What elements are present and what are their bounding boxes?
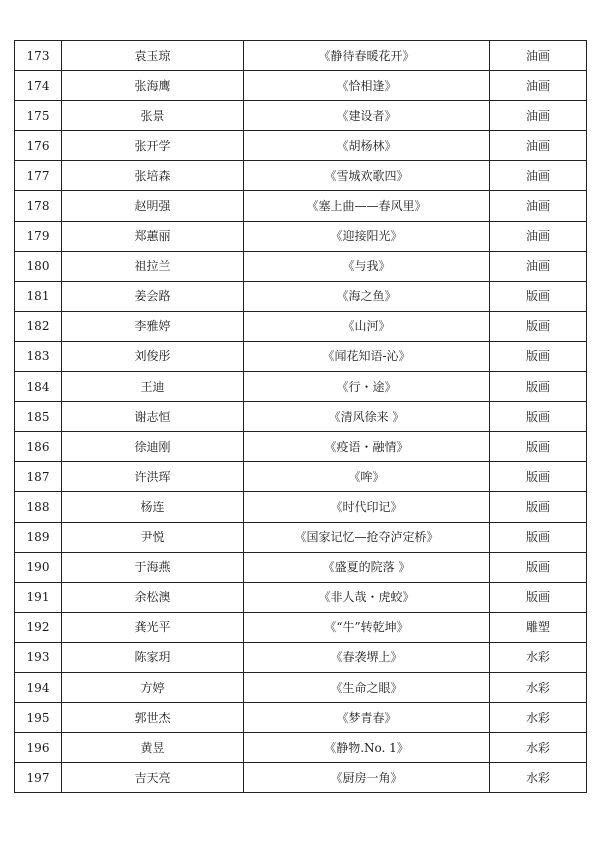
row-number-cell: 174 [15, 71, 62, 101]
artwork-title-cell: 《清风徐来 》 [244, 402, 490, 432]
category-cell: 版画 [490, 582, 587, 612]
document-page [14, 40, 586, 793]
artwork-title-cell: 《春袭堺上》 [244, 642, 490, 672]
artist-name-cell: 张景 [62, 101, 244, 131]
artwork-title-cell: 《疫语・融情》 [244, 432, 490, 462]
artist-name-cell: 祖拉兰 [62, 251, 244, 281]
artist-name-cell: 余松澳 [62, 582, 244, 612]
artwork-list-table [14, 40, 587, 793]
table-row [15, 582, 587, 612]
artwork-title-cell: 《静物.No. 1》 [244, 733, 490, 763]
artist-name-cell: 王迪 [62, 372, 244, 402]
artwork-title-cell: 《行・途》 [244, 372, 490, 402]
table-row [15, 131, 587, 161]
table-row [15, 462, 587, 492]
artist-name-cell: 尹悦 [62, 522, 244, 552]
row-number-cell: 176 [15, 131, 62, 161]
artwork-title-cell: 《与我》 [244, 251, 490, 281]
row-number-cell: 191 [15, 582, 62, 612]
artwork-title-cell: 《梦青春》 [244, 703, 490, 733]
row-number-cell: 186 [15, 432, 62, 462]
artist-name-cell: 刘俊彤 [62, 341, 244, 371]
artwork-title-cell: 《胡杨林》 [244, 131, 490, 161]
table-row [15, 372, 587, 402]
table-row [15, 522, 587, 552]
artwork-title-cell: 《山河》 [244, 311, 490, 341]
table-row [15, 281, 587, 311]
artwork-title-cell: 《恰相逢》 [244, 71, 490, 101]
artist-name-cell: 龚光平 [62, 612, 244, 642]
table-row [15, 251, 587, 281]
artist-name-cell: 张培森 [62, 161, 244, 191]
artwork-title-cell: 《海之鱼》 [244, 281, 490, 311]
table-row [15, 191, 587, 221]
artist-name-cell: 郭世杰 [62, 703, 244, 733]
artist-name-cell: 徐迪刚 [62, 432, 244, 462]
artwork-title-cell: 《非人哉・虎蛟》 [244, 582, 490, 612]
row-number-cell: 189 [15, 522, 62, 552]
table-row [15, 492, 587, 522]
row-number-cell: 180 [15, 251, 62, 281]
artist-name-cell: 姜会路 [62, 281, 244, 311]
artist-name-cell: 方婷 [62, 672, 244, 702]
table-row [15, 733, 587, 763]
artwork-title-cell: 《建设者》 [244, 101, 490, 131]
category-cell: 油画 [490, 161, 587, 191]
category-cell: 油画 [490, 221, 587, 251]
artwork-title-cell: 《闻花知语-沁》 [244, 341, 490, 371]
artwork-title-cell: 《国家记忆—抢夺泸定桥》 [244, 522, 490, 552]
table-row [15, 311, 587, 341]
category-cell: 版画 [490, 402, 587, 432]
artist-name-cell: 袁玉琼 [62, 41, 244, 71]
category-cell: 版画 [490, 281, 587, 311]
row-number-cell: 196 [15, 733, 62, 763]
category-cell: 版画 [490, 372, 587, 402]
row-number-cell: 195 [15, 703, 62, 733]
row-number-cell: 181 [15, 281, 62, 311]
row-number-cell: 192 [15, 612, 62, 642]
row-number-cell: 175 [15, 101, 62, 131]
table-row [15, 763, 587, 793]
category-cell: 水彩 [490, 733, 587, 763]
table-row [15, 341, 587, 371]
category-cell: 版画 [490, 462, 587, 492]
row-number-cell: 177 [15, 161, 62, 191]
row-number-cell: 178 [15, 191, 62, 221]
category-cell: 水彩 [490, 642, 587, 672]
category-cell: 油画 [490, 131, 587, 161]
artist-name-cell: 陈家玥 [62, 642, 244, 672]
artwork-title-cell: 《时代印记》 [244, 492, 490, 522]
row-number-cell: 173 [15, 41, 62, 71]
row-number-cell: 197 [15, 763, 62, 793]
row-number-cell: 190 [15, 552, 62, 582]
table-row [15, 432, 587, 462]
table-row [15, 402, 587, 432]
row-number-cell: 182 [15, 311, 62, 341]
category-cell: 雕塑 [490, 612, 587, 642]
artist-name-cell: 杨连 [62, 492, 244, 522]
artwork-title-cell: 《迎接阳光》 [244, 221, 490, 251]
artist-name-cell: 郑蕙丽 [62, 221, 244, 251]
category-cell: 油画 [490, 101, 587, 131]
artwork-title-cell: 《雪城欢歌四》 [244, 161, 490, 191]
category-cell: 版画 [490, 432, 587, 462]
artwork-title-cell: 《静待春暖花开》 [244, 41, 490, 71]
row-number-cell: 184 [15, 372, 62, 402]
row-number-cell: 185 [15, 402, 62, 432]
artwork-title-cell: 《厨房一角》 [244, 763, 490, 793]
table-row [15, 221, 587, 251]
row-number-cell: 183 [15, 341, 62, 371]
table-row [15, 672, 587, 702]
row-number-cell: 188 [15, 492, 62, 522]
artwork-title-cell: 《哞》 [244, 462, 490, 492]
table-row [15, 101, 587, 131]
category-cell: 油画 [490, 71, 587, 101]
category-cell: 油画 [490, 191, 587, 221]
category-cell: 水彩 [490, 703, 587, 733]
row-number-cell: 193 [15, 642, 62, 672]
category-cell: 版画 [490, 492, 587, 522]
category-cell: 水彩 [490, 672, 587, 702]
table-body [15, 41, 587, 793]
table-row [15, 642, 587, 672]
artwork-title-cell: 《塞上曲——春风里》 [244, 191, 490, 221]
table-row [15, 71, 587, 101]
category-cell: 版画 [490, 341, 587, 371]
artwork-title-cell: 《盛夏的院落 》 [244, 552, 490, 582]
artist-name-cell: 黄昱 [62, 733, 244, 763]
artist-name-cell: 赵明强 [62, 191, 244, 221]
row-number-cell: 187 [15, 462, 62, 492]
row-number-cell: 179 [15, 221, 62, 251]
artist-name-cell: 李雅婷 [62, 311, 244, 341]
artwork-title-cell: 《生命之眼》 [244, 672, 490, 702]
row-number-cell: 194 [15, 672, 62, 702]
artist-name-cell: 于海燕 [62, 552, 244, 582]
table-row [15, 41, 587, 71]
category-cell: 水彩 [490, 763, 587, 793]
category-cell: 版画 [490, 552, 587, 582]
artist-name-cell: 张海鹰 [62, 71, 244, 101]
category-cell: 版画 [490, 522, 587, 552]
artist-name-cell: 谢志恒 [62, 402, 244, 432]
artwork-title-cell: 《“牛”转乾坤》 [244, 612, 490, 642]
artist-name-cell: 吉天亮 [62, 763, 244, 793]
table-row [15, 552, 587, 582]
table-row [15, 161, 587, 191]
artist-name-cell: 许洪珲 [62, 462, 244, 492]
category-cell: 油画 [490, 41, 587, 71]
artist-name-cell: 张开学 [62, 131, 244, 161]
table-row [15, 703, 587, 733]
category-cell: 版画 [490, 311, 587, 341]
category-cell: 油画 [490, 251, 587, 281]
table-row [15, 612, 587, 642]
